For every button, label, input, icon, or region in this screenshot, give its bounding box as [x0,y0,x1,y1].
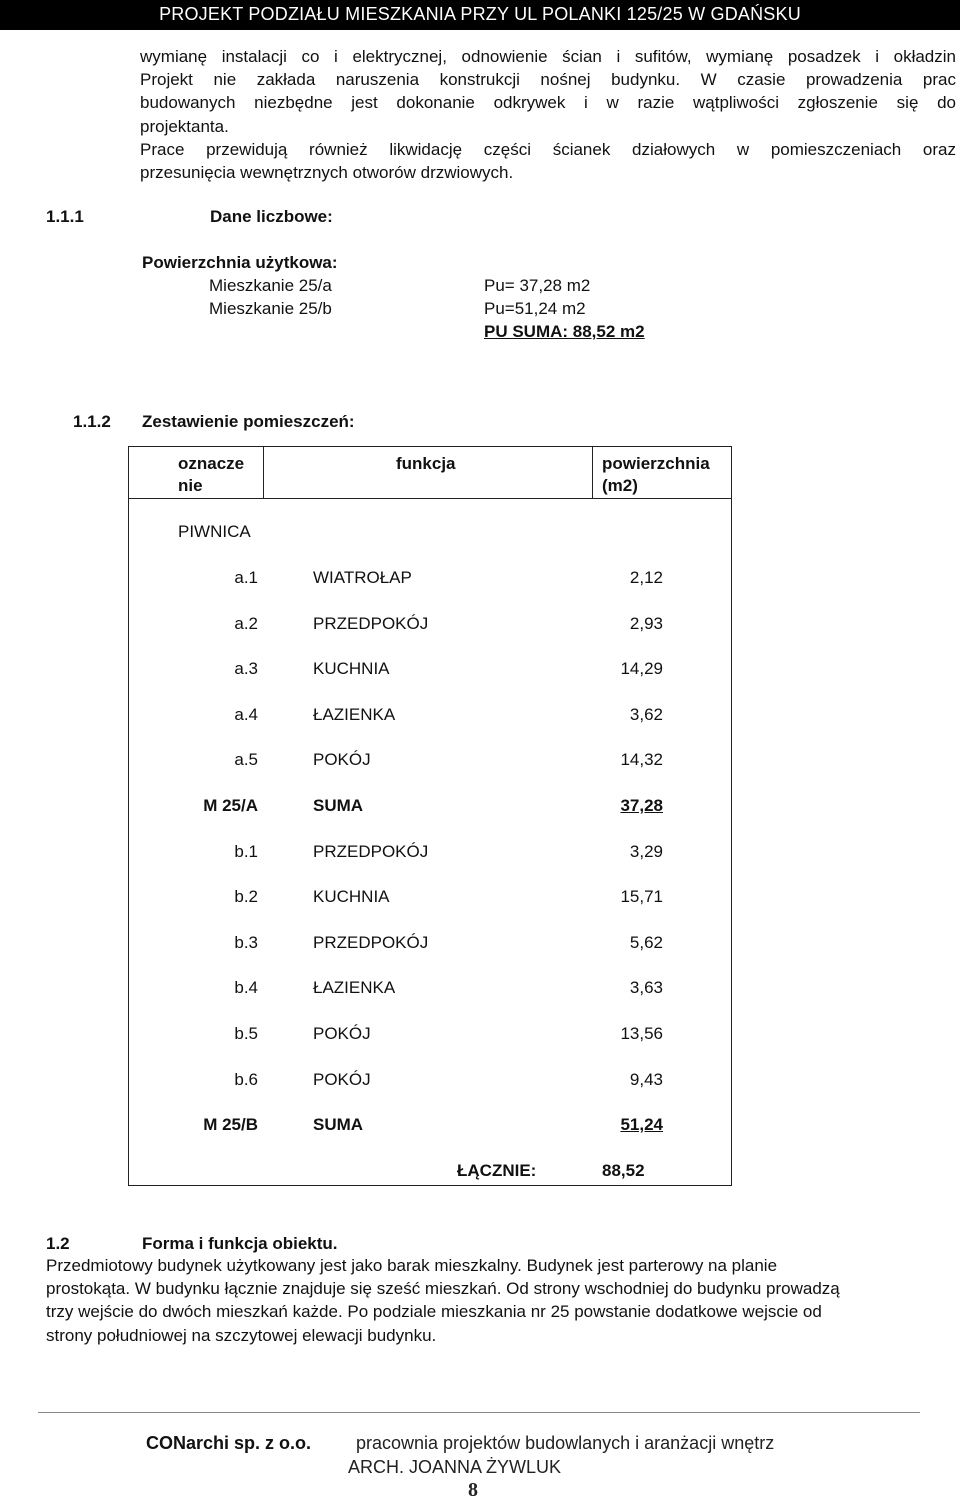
room-area: 2,93 [629,614,663,633]
intro-line: budowanych niezbędne jest dokonanie odkrywek i w razie wątpliwości zgłoszenie się do [140,93,956,113]
column-header-function: funkcja [396,454,456,473]
intro-line: przesunięcia wewnętrznych otworów drzwiowych. [140,162,514,182]
room-area: 3,62 [629,705,663,724]
room-function: ŁAZIENKA [313,978,396,997]
room-area: 14,32 [620,750,663,769]
table-header-divider [128,498,732,499]
company-description: pracownia projektów budowlanych i aranżacji wnętrz [356,1433,775,1453]
room-code: b.1 [234,842,258,861]
section-number: 1.2 [46,1234,70,1253]
section-number: 1.1.1 [46,207,84,226]
room-function: KUCHNIA [313,659,390,678]
room-code: a.1 [234,568,258,587]
column-divider [263,446,264,498]
room-function: POKÓJ [313,1070,371,1089]
page-number: 8 [468,1479,478,1501]
section-heading: Zestawienie pomieszczeń: [142,412,355,431]
footer-divider [38,1412,920,1413]
room-code: b.4 [234,978,258,997]
architect-name: ARCH. JOANNA ŻYWLUK [348,1457,562,1477]
intro-line: Projekt nie zakłada naruszenia konstrukcji nośnej budynku. W czasie prowadzenia prac [140,70,956,90]
object-description [46,1254,906,1347]
grand-total-label: ŁĄCZNIE: [457,1161,537,1180]
usable-area-heading: Powierzchnia użytkowa: [142,253,338,272]
company-name: CONarchi sp. z o.o. [146,1433,312,1453]
room-function: POKÓJ [313,1024,371,1043]
intro-line: wymianę instalacji co i elektrycznej, odnowienie ścian i sufitów, wymianę posadzek i okładzin [140,47,956,66]
description-line: prostokąta. W budynku łącznie znajduje się sześć mieszkań. Od strony wschodniej do budynku prowadzą [46,1279,840,1299]
apartment-code: M 25/B [203,1115,258,1134]
room-function: WIATROŁAP [313,568,412,587]
room-area: 2,12 [629,568,663,587]
sum-area: 37,28 [620,796,663,815]
column-header-code: nie [178,476,203,495]
room-area: 3,63 [629,978,663,997]
sum-label: SUMA [313,1115,364,1134]
intro-line: projektanta. [140,116,229,136]
room-code: b.5 [234,1024,258,1043]
column-header-area: (m2) [602,476,638,495]
group-label: PIWNICA [178,522,251,541]
room-code: a.2 [234,614,258,633]
apartment-area: Pu=51,24 m2 [484,299,586,318]
room-function: PRZEDPOKÓJ [313,933,429,952]
grand-total-value: 88,52 [602,1161,645,1180]
room-area: 13,56 [620,1024,663,1043]
apartment-area: Pu= 37,28 m2 [484,276,591,295]
intro-line: Prace przewidują również likwidację części ścianek działowych w pomieszczeniach oraz [140,139,956,159]
column-divider [592,446,593,498]
room-function: POKÓJ [313,750,371,769]
room-function: KUCHNIA [313,887,390,906]
sum-label: SUMA [313,796,364,815]
section-heading: Dane liczbowe: [210,207,333,226]
section-number: 1.1.2 [73,412,111,431]
room-function: ŁAZIENKA [313,705,396,724]
room-code: b.6 [234,1070,258,1089]
section-heading: Forma i funkcja obiektu. [142,1234,338,1253]
room-area: 3,29 [629,842,663,861]
room-code: b.3 [234,933,258,952]
room-code: a.4 [234,705,258,724]
apartment-label: Mieszkanie 25/a [209,276,332,295]
apartment-code: M 25/A [203,796,258,815]
room-area: 9,43 [629,1070,663,1089]
page-header [0,0,960,30]
room-function: PRZEDPOKÓJ [313,842,429,861]
description-line: Przedmiotowy budynek użytkowany jest jako barak mieszkalny. Budynek jest parterowy na planie [46,1256,778,1275]
room-area: 14,29 [620,659,663,678]
room-code: a.3 [234,659,258,678]
document-title: PROJEKT PODZIAŁU MIESZKANIA PRZY UL POLANKI 125/25 W GDAŃSKU [159,4,801,24]
sum-area: 51,24 [620,1115,663,1134]
column-header-area: powierzchnia [602,454,710,473]
room-area: 5,62 [629,933,663,952]
room-function: PRZEDPOKÓJ [313,614,429,633]
description-line: strony południowej na szczytowej elewacji budynku. [46,1325,437,1345]
room-code: b.2 [234,887,258,906]
description-line: trzy wejście do dwóch mieszkań każde. Po podziale mieszkania nr 25 powstanie dodatkowe wejscie od [46,1302,822,1322]
usable-area-total: PU SUMA: 88,52 m2 [484,322,645,341]
column-header-code: oznacze [178,454,245,473]
room-code: a.5 [234,750,258,769]
room-area: 15,71 [620,887,663,906]
intro-paragraph [140,45,956,184]
apartment-label: Mieszkanie 25/b [209,299,332,318]
